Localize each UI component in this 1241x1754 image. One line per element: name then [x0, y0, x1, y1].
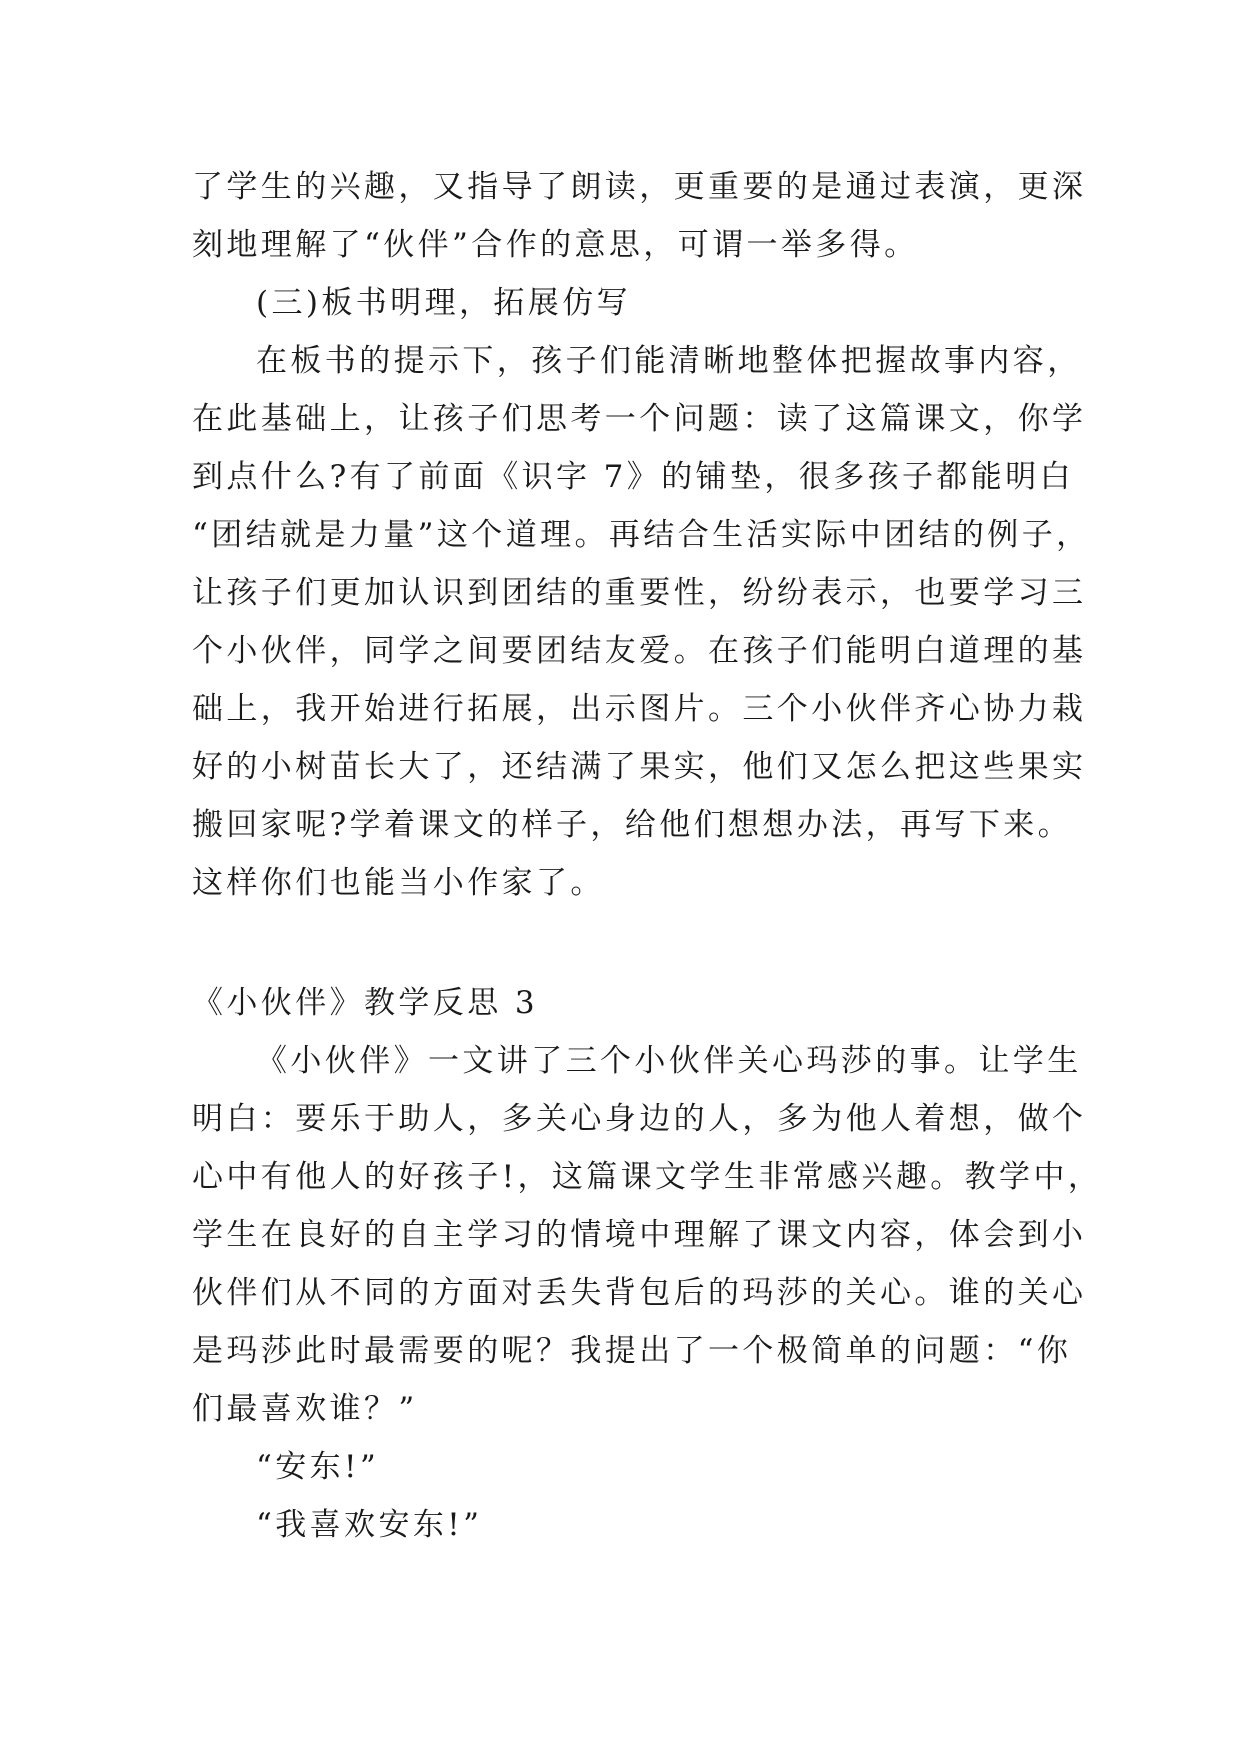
body-text-line: 搬回家呢?学着课文的样子，给他们想想办法，再写下来。: [192, 807, 1073, 843]
body-text-line: 这样你们也能当小作家了。: [192, 865, 605, 901]
body-text-line: 了学生的兴趣，又指导了朗读，更重要的是通过表演，更深: [192, 169, 1087, 205]
body-text-line: 到点什么?有了前面《识字 7》的铺垫，很多孩子都能明白: [192, 459, 1074, 495]
body-text-line: 础上，我开始进行拓展，出示图片。三个小伙伴齐心协力栽: [192, 691, 1087, 727]
body-text-line: 们最喜欢谁？”: [192, 1391, 418, 1427]
document-page: [192, 158, 1103, 1554]
section-subheading: (三)板书明理，拓展仿写: [256, 285, 631, 321]
body-text-line: 刻地理解了“伙伴”合作的意思，可谓一举多得。: [192, 227, 919, 263]
paragraph-first-line: 《小伙伴》一文讲了三个小伙伴关心玛莎的事。让学生: [256, 1043, 1082, 1079]
paragraph-first-line: 在板书的提示下，孩子们能清晰地整体把握故事内容，: [256, 343, 1082, 379]
body-text-line: 明白：要乐于助人，多关心身边的人，多为他人着想，做个: [192, 1101, 1087, 1137]
body-text-line: 是玛莎此时最需要的呢？我提出了一个极简单的问题：“你: [192, 1333, 1072, 1369]
body-text-line: 个小伙伴，同学之间要团结友爱。在孩子们能明白道理的基: [192, 633, 1087, 669]
body-text-line: 好的小树苗长大了，还结满了果实，他们又怎么把这些果实: [192, 749, 1087, 785]
dialogue-line: “安东!”: [256, 1449, 380, 1485]
body-text-line: 在此基础上，让孩子们思考一个问题：读了这篇课文，你学: [192, 401, 1087, 437]
body-text-line: 伙伴们从不同的方面对丢失背包后的玛莎的关心。谁的关心: [192, 1275, 1087, 1311]
section-spacer: [192, 912, 1054, 974]
body-text-line: 心中有他人的好孩子!，这篇课文学生非常感兴趣。教学中，: [192, 1159, 1103, 1195]
dialogue-line: “我喜欢安东!”: [256, 1507, 483, 1543]
section-title: 《小伙伴》教学反思 3: [192, 985, 538, 1021]
body-text-line: 让孩子们更加认识到团结的重要性，纷纷表示，也要学习三: [192, 575, 1087, 611]
body-text-line: “团结就是力量”这个道理。再结合生活实际中团结的例子，: [192, 517, 1091, 553]
body-text-line: 学生在良好的自主学习的情境中理解了课文内容，体会到小: [192, 1217, 1087, 1253]
